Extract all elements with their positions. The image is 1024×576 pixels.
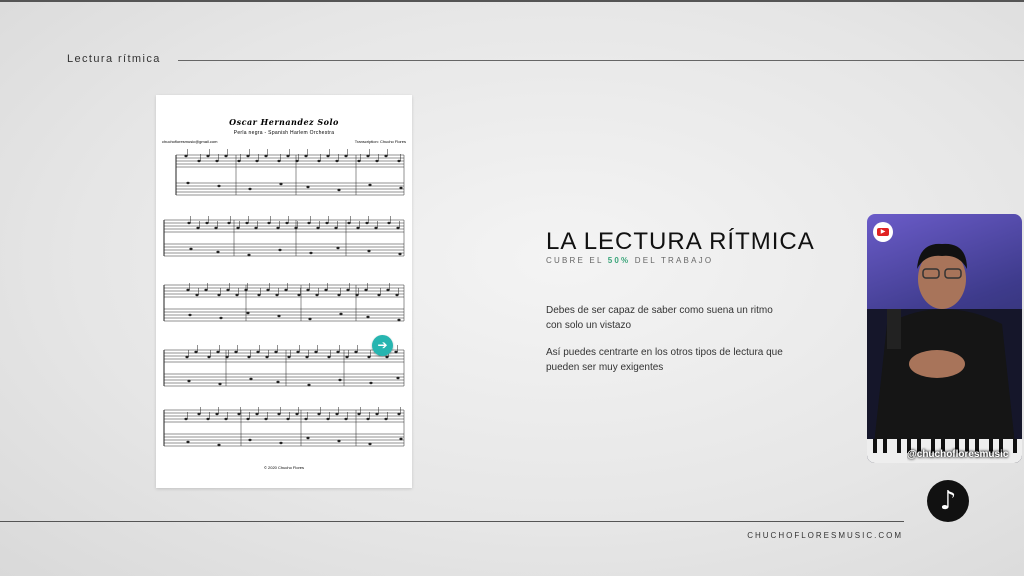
sheet-title: Oscar Hernandez Solo <box>229 117 339 127</box>
paragraph-1: Debes de ser capaz de saber como suena un ritmo con solo un vistazo <box>546 305 773 331</box>
main-title: LA LECTURA RÍTMICA <box>546 228 815 255</box>
subtitle-text: CUBRE EL <box>546 256 608 265</box>
top-divider <box>0 0 1024 2</box>
youtube-icon[interactable]: ▶ <box>873 222 893 242</box>
sheet-email: chuchofloresmusic@gmail.com <box>162 139 218 144</box>
header-divider <box>178 60 1024 61</box>
subtitle-text-end: DEL TRABAJO <box>630 256 714 265</box>
sheet-footer: © 2020 Chucho Flores <box>263 465 305 470</box>
paragraph-2: Así puedes centrarte en los otros tipos de lectura que pueden ser muy exigentes <box>546 347 783 373</box>
section-label: Lectura rítmica <box>67 53 161 65</box>
sheet-music-staves <box>156 95 412 488</box>
main-subtitle <box>546 256 713 265</box>
sheet-music-image <box>156 95 412 488</box>
webcam-overlay <box>867 214 1022 463</box>
channel-handle: @chuchofloresmusic <box>907 449 1009 460</box>
subtitle-accent: 50% <box>607 256 631 265</box>
sheet-transcription: Transcription: Chucho Flores <box>354 139 406 144</box>
sheet-subtitle: Perla negra - Spanish Harlem Orchestra <box>233 130 335 136</box>
footer-divider <box>0 521 904 522</box>
webcam-person <box>867 214 1022 463</box>
footer-site[interactable]: CHUCHOFLORESMUSIC.COM <box>747 531 903 540</box>
arrow-right-icon[interactable]: ➔ <box>372 335 393 356</box>
music-note-icon: ♪ <box>927 480 969 522</box>
